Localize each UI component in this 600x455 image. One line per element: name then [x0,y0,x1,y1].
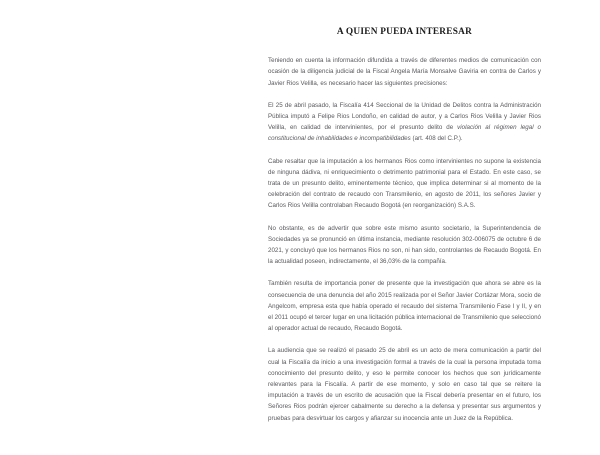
paragraph-3: Cabe resaltar que la imputación a los hermanos Rios como intervinientes no supone la existencia de ninguna dádiva, ni enriquecimiento o detrimento patrimonial para el Estado. En este caso, se trata de un presunto delito, eminentemente técnico, que implica determinar si al momento de la celebración del contrato de recaudo con Transmilenio, en agosto de 2011, los señores Javier y Carlos Rios Velilla controlaban Recaudo Bogotá (en reorganización) S.A.S. [268,157,541,210]
page-title: A QUIEN PUEDA INTERESAR [336,27,473,37]
paragraph-2-tail: (art. 408 del C.P.). [410,135,463,143]
paragraph-2-emphasis: violación al régimen legal o constitucional de inhabilidades e incompatibilidades [268,124,541,143]
paragraph-5: También resulta de importancia poner de presente que la investigación que ahora se abre es la consecuencia de una denuncia del año 2015 realizada por el Señor Javier Cortázar Mora, socio de Angelcom, empresa esta que había operado el recaudo del sistema Transmilenio Fase I y II, y en el 2011 ocupó el tercer lugar en una licitación pública internacional de Transmilenio que seleccionó al operador actual de recaudo, Recaudo Bogotá. [268,280,541,333]
paragraph-1: Teniendo en cuenta la información difundida a través de diferentes medios de comunicación con ocasión de la diligencia judicial de la Fiscal Angela María Monsalve Gaviria en contra de Carlos y Javier Rios Velilla, es necesario hacer las siguientes precisiones: [268,57,541,87]
paragraph-4: No obstante, es de advertir que sobre este mismo asunto societario, la Superintendencia de Sociedades ya se pronunció en última instancia, mediante resolución 302-006075 de octubre 6 de 2021, y concluyó que los hermanos Rios no son, ni han sido, controlantes de Recaudo Bogotá. En la actualidad poseen, indirectamente, el 36,03% de la compañía. [268,224,541,266]
paragraph-2 [268,100,541,145]
paragraph-6: La audiencia que se realizó el pasado 25 de abril es un acto de mera comunicación a partir del cual la Fiscalía da inicio a una investigación formal a través de la cual la persona imputada toma conocimiento del presunto delito, y eso le permite conocer los hechos que son jurídicamente relevantes para la Fiscalía. A partir de ese momento, y solo en caso tal que se reitere la imputación a través de un escrito de acusación que la Fiscal debería presentar en el futuro, los Señores Rios podrán ejercer cabalmente su derecho a la defensa y presentar sus argumentos y pruebas para desvirtuar los cargos y afianzar su inocencia ante un Juez de la República. [268,347,541,422]
document-body [268,27,541,424]
paragraph-2-lead: El 25 de abril pasado, la Fiscalía 414 Seccional de la Unidad de Delitos contra la Administración Pública imputó a Felipe Rios Londoño, en calidad de autor, y a Carlos Rios Velilla y Javier Rios Velilla, en calidad de intervinientes, por el presunto delito de [268,101,541,132]
